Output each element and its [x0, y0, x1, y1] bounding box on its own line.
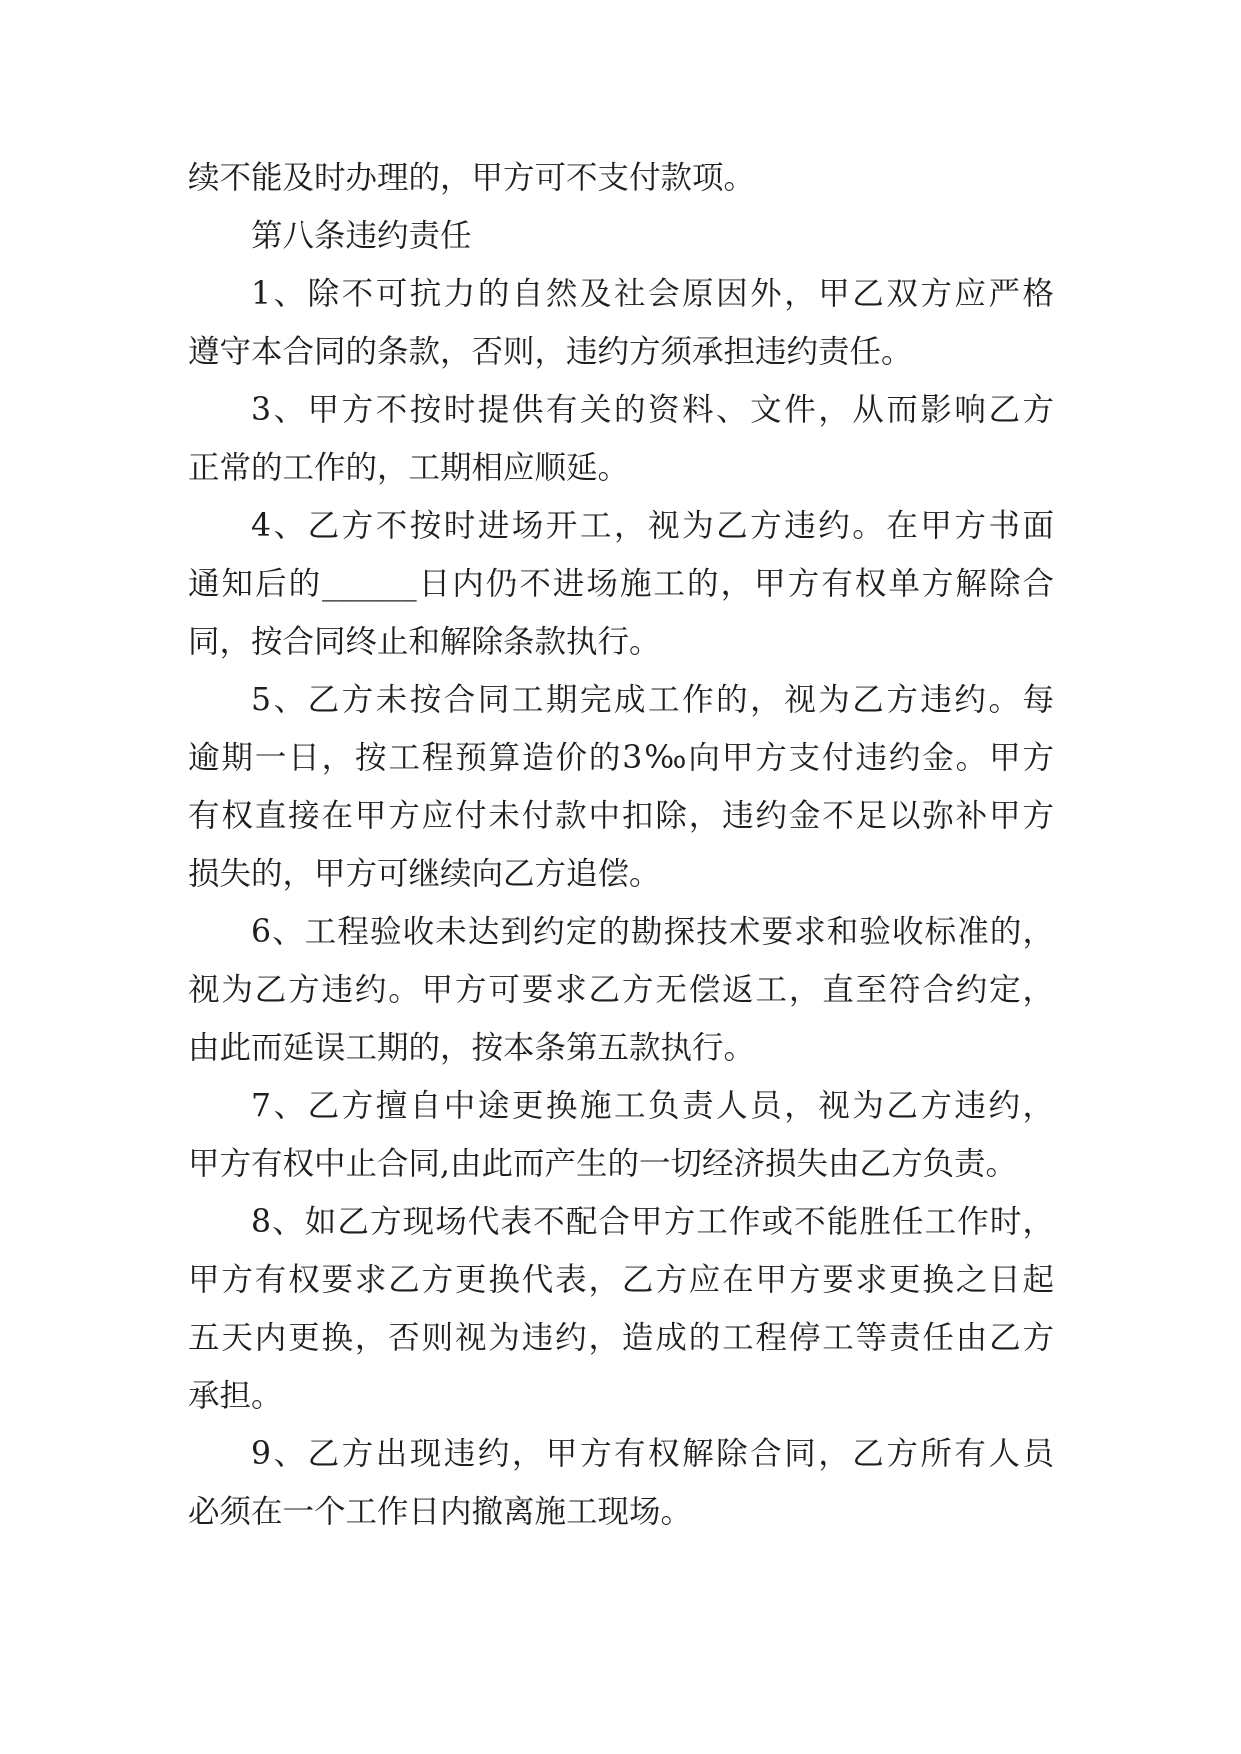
clause-7: [188, 1077, 1054, 1193]
clause-6: [188, 903, 1054, 1077]
clause-1: [188, 265, 1054, 381]
text-line: 续不能及时办理的，甲方可不支付款项。: [188, 160, 756, 196]
text-line: 1、除不可抗力的自然及社会原因外，甲乙双方应严格: [251, 276, 1054, 312]
text-line: 同，按合同终止和解除条款执行。: [188, 624, 661, 660]
section-heading: [188, 207, 1054, 265]
text-line: 通知后的______日内仍不进场施工的，甲方有权单方解除合: [188, 566, 1054, 602]
text-line: 由此而延误工期的，按本条第五款执行。: [188, 1030, 756, 1066]
text-line: 6、工程验收未达到约定的勘探技术要求和验收标准的，: [251, 914, 1054, 950]
text-line: 承担。: [188, 1378, 283, 1414]
text-line: 视为乙方违约。甲方可要求乙方无偿返工，直至符合约定，: [188, 972, 1054, 1008]
clause-3: [188, 381, 1054, 497]
text-line: 甲方有权中止合同,由此而产生的一切经济损失由乙方负责。: [188, 1146, 1018, 1182]
text-line: 损失的，甲方可继续向乙方追偿。: [188, 856, 661, 892]
text-line: 遵守本合同的条款，否则，违约方须承担违约责任。: [188, 334, 913, 370]
text-line: 正常的工作的，工期相应顺延。: [188, 450, 630, 486]
text-line: 5、乙方未按合同工期完成工作的，视为乙方违约。每: [251, 682, 1054, 718]
text-line: 3、甲方不按时提供有关的资料、文件，从而影响乙方: [251, 392, 1054, 428]
clause-9: [188, 1425, 1054, 1541]
text-line: 有权直接在甲方应付未付款中扣除，违约金不足以弥补甲方: [188, 798, 1054, 834]
text-line: 4、乙方不按时进场开工，视为乙方违约。在甲方书面: [251, 508, 1054, 544]
document-body: [188, 149, 1054, 1541]
clause-8: [188, 1193, 1054, 1425]
text-line: 五天内更换，否则视为违约，造成的工程停工等责任由乙方: [188, 1320, 1054, 1356]
text-line: 甲方有权要求乙方更换代表，乙方应在甲方要求更换之日起: [188, 1262, 1054, 1298]
text-line: 9、乙方出现违约，甲方有权解除合同，乙方所有人员: [251, 1436, 1054, 1472]
clause-5: [188, 671, 1054, 903]
text-line: 必须在一个工作日内撤离施工现场。: [188, 1494, 693, 1530]
text-line: 逾期一日，按工程预算造价的3‰向甲方支付违约金。甲方: [188, 740, 1054, 776]
text-line: 7、乙方擅自中途更换施工负责人员，视为乙方违约，: [251, 1088, 1054, 1124]
text-line: 8、如乙方现场代表不配合甲方工作或不能胜任工作时，: [251, 1204, 1054, 1240]
section-heading-text: 第八条违约责任: [251, 218, 472, 254]
paragraph-continuation: [188, 149, 1054, 207]
clause-4: [188, 497, 1054, 671]
